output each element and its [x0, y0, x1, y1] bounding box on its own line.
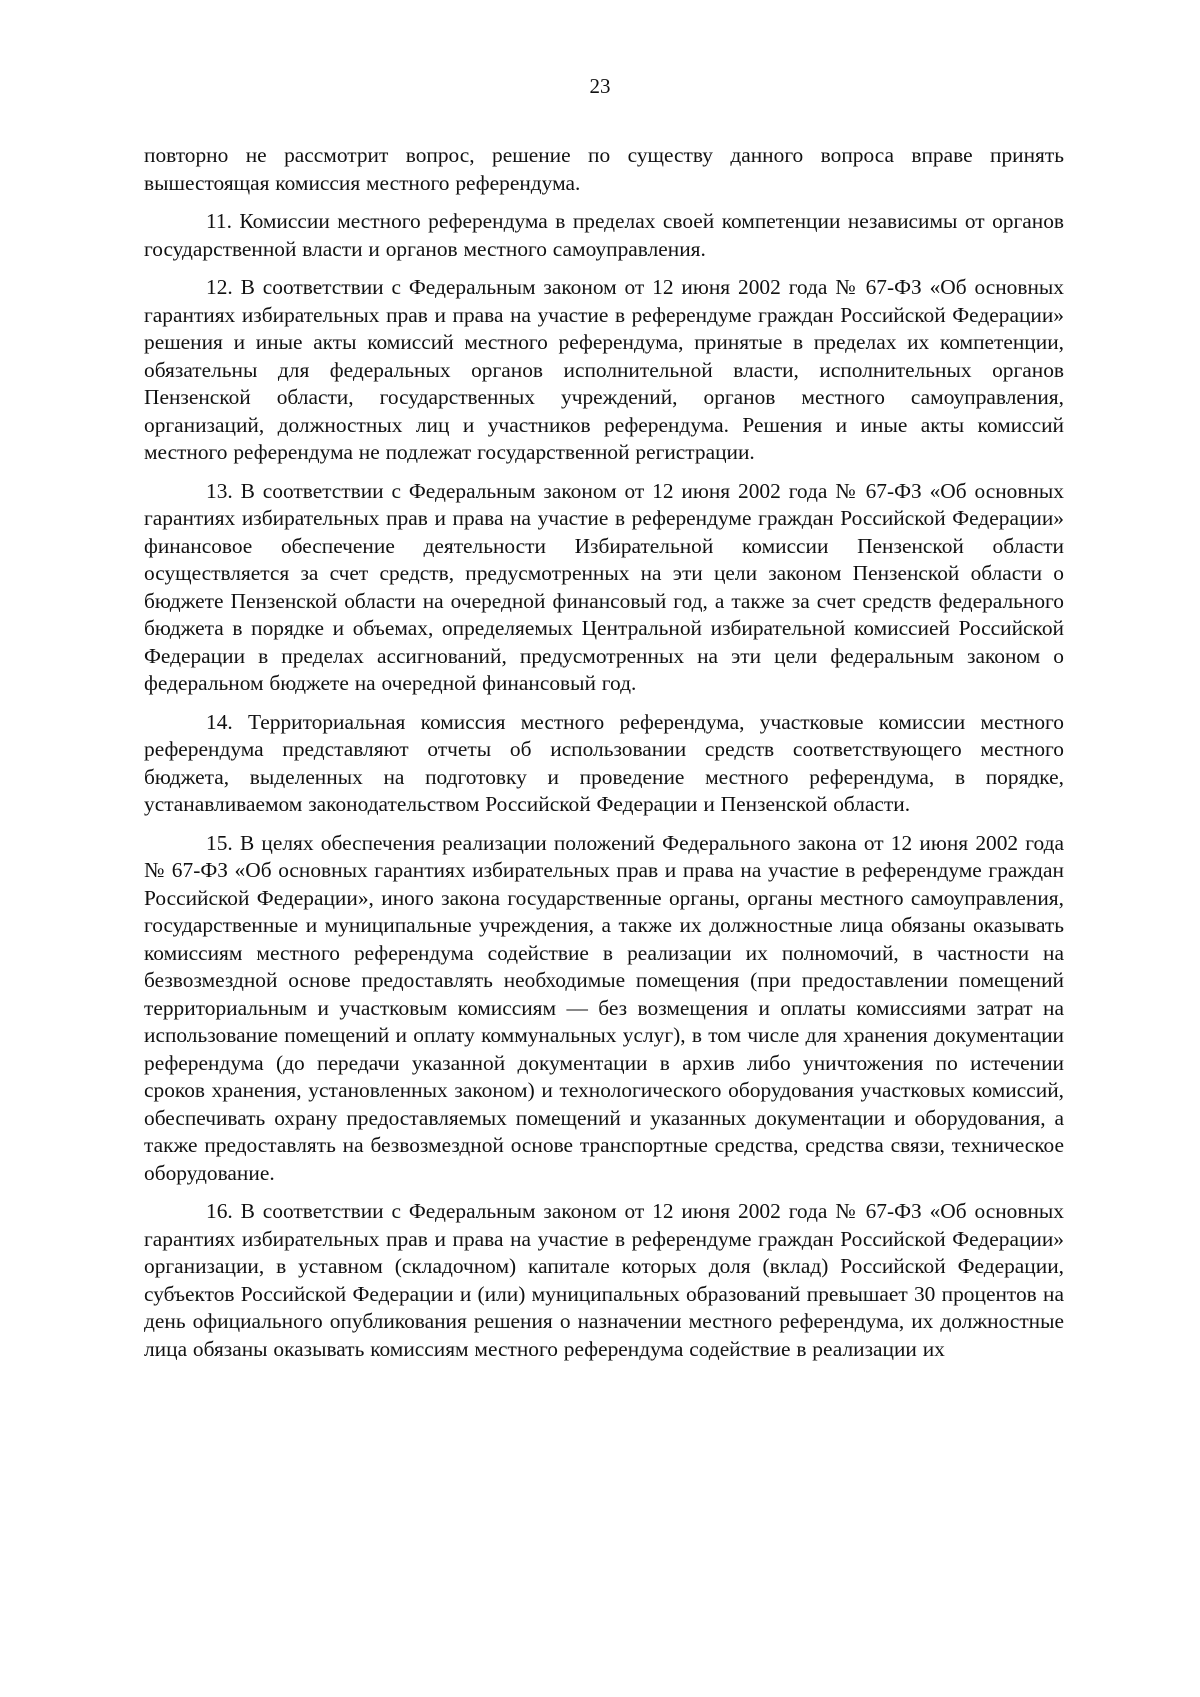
paragraph-11: 11. Комиссии местного референдума в пределах своей компетенции независимы от органов государственной власти и органов местного самоуправления.: [144, 209, 1064, 261]
page-number: 23: [589, 74, 611, 98]
paragraph-15: 15. В целях обеспечения реализации положений Федерального закона от 12 июня 2002 года № 67-ФЗ «Об основных гарантиях избирательных прав и права на участие в референдуме граждан Российской Федерации», иного закона государственные органы, органы местного самоуправления, государственные и муниципальные учреждения, а также их должностные лица обязаны оказывать комиссиям местного референдума содействие в реализации их полномочий, в частности на безвозмездной основе предоставлять необходимые помещения (при предоставлении помещений территориальным и участковым комиссиям — без возмещения и оплаты комиссиями затрат на использование помещений и оплату коммунальных услуг), в том числе для хранения документации референдума (до передачи указанной документации в архив либо уничтожения по истечении сроков хранения, установленных законом) и технологического оборудования участковых комиссий, обеспечивать охрану предоставляемых помещений и указанных документации и оборудования, а также предоставлять на безвозмездной основе транспортные средства, средства связи, техническое оборудование.: [144, 830, 1064, 1185]
paragraph-16: 16. В соответствии с Федеральным законом от 12 июня 2002 года № 67-ФЗ «Об основных гарантиях избирательных прав и права на участие в референдуме граждан Российской Федерации» организации, в уставном (складочном) капитале которых доля (вклад) Российской Федерации, субъектов Российской Федерации и (или) муниципальных образований превышает 30 процентов на день официального опубликования решения о назначении местного референдума, их должностные лица обязаны оказывать комиссиям местного референдума содействие в реализации их: [144, 1199, 1064, 1361]
paragraph-14: 14. Территориальная комиссия местного референдума, участковые комиссии местного референдума представляют отчеты об использовании средств соответствующего местного бюджета, выделенных на подготовку и проведение местного референдума, в порядке, устанавливаемом законодательством Российской Федерации и Пензенской области.: [144, 709, 1064, 816]
paragraph-13: 13. В соответствии с Федеральным законом от 12 июня 2002 года № 67-ФЗ «Об основных гарантиях избирательных прав и права на участие в референдуме граждан Российской Федерации» финансовое обеспечение деятельности Избирательной комиссии Пензенской области осуществляется за счет средств, предусмотренных на эти цели законом Пензенской области о бюджете Пензенской области на очередной финансовый год, а также за счет средств федерального бюджета в порядке и объемах, определяемых Центральной избирательной комиссией Российской Федерации в пределах ассигнований, предусмотренных на эти цели федеральным законом о федеральном бюджете на очередной финансовый год.: [144, 478, 1064, 695]
paragraph-continuation: повторно не рассмотрит вопрос, решение по существу данного вопроса вправе принять вышестоящая комиссия местного референдума.: [144, 143, 1064, 195]
document-body: [144, 142, 1064, 1363]
paragraph-12: 12. В соответствии с Федеральным законом от 12 июня 2002 года № 67-ФЗ «Об основных гарантиях избирательных прав и права на участие в референдуме граждан Российской Федерации» решения и иные акты комиссий местного референдума, принятые в пределах их компетенции, обязательны для федеральных органов исполнительной власти, исполнительных органов Пензенской области, государственных учреждений, органов местного самоуправления, организаций, должностных лиц и участников референдума. Решения и иные акты комиссий местного референдума не подлежат государственной регистрации.: [144, 275, 1064, 464]
